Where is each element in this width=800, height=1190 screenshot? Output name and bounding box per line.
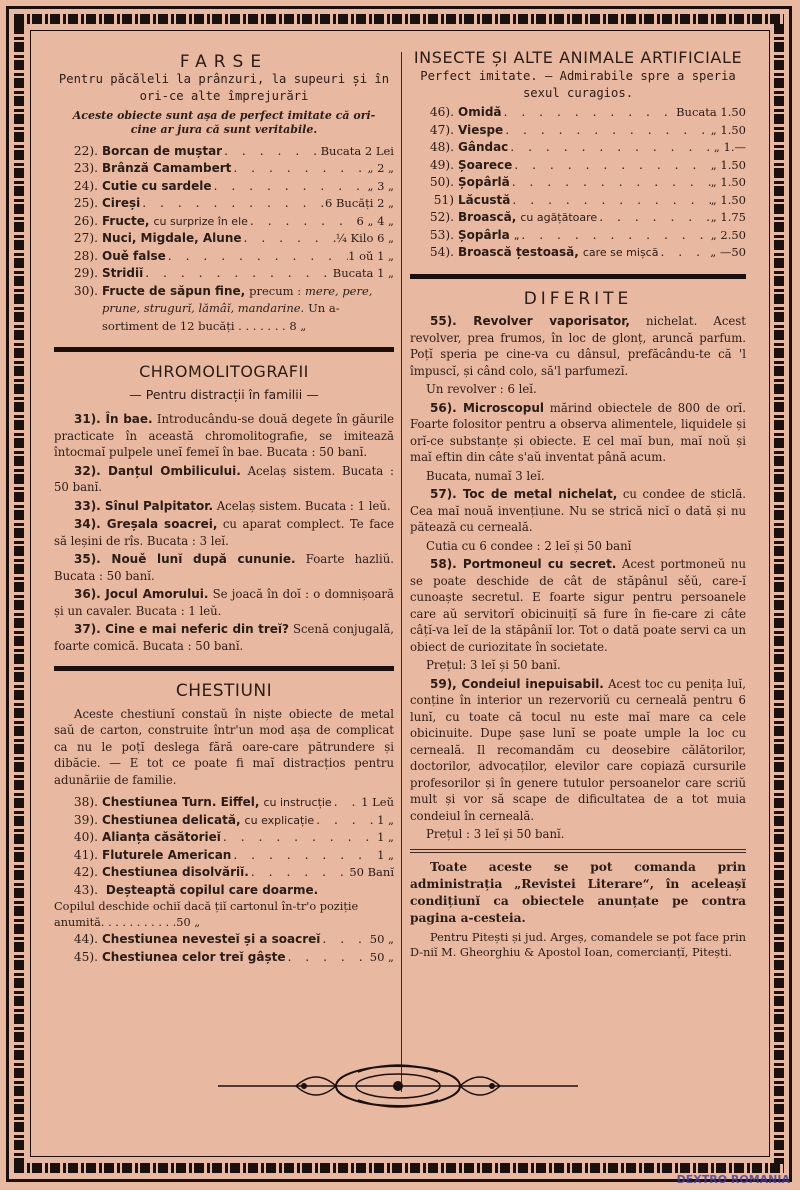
item-price: „ 1.50 bbox=[710, 122, 746, 137]
item-price: ¼ Kilo 6 „ bbox=[335, 231, 394, 245]
list-item bbox=[410, 313, 746, 379]
list-item bbox=[410, 556, 746, 655]
list-item bbox=[54, 230, 394, 248]
list-item bbox=[54, 586, 394, 619]
leader-dots bbox=[222, 143, 321, 161]
list-item bbox=[54, 847, 394, 865]
item-number: 46). bbox=[429, 105, 454, 119]
item-number: 28). bbox=[73, 248, 98, 263]
item-name: Omidă bbox=[458, 105, 502, 119]
list-item bbox=[54, 143, 394, 161]
item-name: Șopârlă bbox=[458, 175, 510, 189]
order-info: Toate aceste se pot comanda prin administrația „Revistei Literare“, în aceleașĭ condițiunĭ ca obiectele anunțate pe contra pagina a-cesteia. bbox=[410, 859, 746, 925]
item-price: „ —50 bbox=[710, 245, 746, 259]
leader-dots bbox=[597, 209, 711, 227]
item-price: 1 Leŭ bbox=[361, 795, 394, 809]
order-note: Pentru Pitești și jud. Argeș, comandele se pot face prin D-niĭ M. Gheorghiu & Apostol Ioan, comercianțĭ, Pitești. bbox=[410, 930, 746, 959]
item-name: Chestiunea celor treĭ gâște bbox=[102, 949, 286, 964]
section-rule bbox=[410, 274, 746, 279]
item-price: Cutia cu 6 condee : 2 leĭ și 50 banĭ bbox=[426, 538, 632, 553]
item-number: 23). bbox=[73, 161, 98, 175]
item-description: Se joacă în doĭ : o domnișoară și un cavaler. Bucata : 1 leŭ. bbox=[54, 587, 394, 618]
insecte-subtitle: Perfect imitate. — Admirabile spre a speria sexul curagios. bbox=[420, 69, 736, 100]
item-price: 1 „ bbox=[377, 847, 394, 862]
list-item bbox=[54, 931, 394, 949]
list-item bbox=[410, 227, 746, 245]
item-note: „ bbox=[513, 228, 520, 242]
item-number: 38). bbox=[73, 795, 98, 809]
item-price: 50 „ bbox=[369, 932, 394, 946]
list-item bbox=[54, 498, 394, 515]
item-number: 24). bbox=[73, 178, 98, 193]
item-description: Acest toc cu penița luĭ, conține în interior un rezervoriŭ cu cerneală pentru 6 lunĭ, cu toate că tocul nu este maĭ mare ca cele obicinuite. Dupe șase lunĭ se poate umple la loc cu cerneală. Il recomandăm cu deosebire călătorilor, doctorilor, advocaților, elevilor care copiază cursurile profesorilor și în genere tutulor persoanelor care scriŭ mult și vor să scape de dificultatea de a tot muia condeiul în cerneală. bbox=[410, 676, 746, 823]
list-item bbox=[54, 516, 394, 549]
leader-dots bbox=[143, 265, 333, 283]
list-item bbox=[410, 104, 746, 122]
item-number: 54). bbox=[429, 245, 454, 259]
leader-dots bbox=[510, 192, 710, 210]
ornamental-border-right bbox=[774, 24, 784, 1164]
list-item bbox=[54, 551, 394, 584]
item-price: 50 „ bbox=[369, 949, 394, 964]
list-item bbox=[410, 400, 746, 466]
item-description: Foarte hazliŭ. Bucata : 50 banĭ. bbox=[54, 552, 394, 583]
leader-dots bbox=[314, 812, 377, 830]
item-name: Nuci, Migdale, Alune bbox=[102, 231, 242, 245]
insecte-title: INSECTE ȘI ALTE ANIMALE ARTIFICIALE bbox=[413, 48, 743, 67]
list-item bbox=[54, 195, 394, 213]
list-item bbox=[410, 122, 746, 140]
list-item bbox=[410, 139, 746, 157]
list-item bbox=[410, 486, 746, 536]
list-item bbox=[410, 244, 746, 262]
item-name: Broască țestoasă, bbox=[458, 245, 579, 259]
item-price: „ 1.50 bbox=[710, 157, 746, 172]
farse-subtitle: Pentru păcăleli la prânzuri, la supeuri și în ori-ce alte împrejurări bbox=[58, 71, 390, 103]
leader-dots bbox=[221, 829, 377, 847]
list-item bbox=[410, 209, 746, 227]
item-name: Șoarece bbox=[458, 157, 513, 172]
item-number: 40). bbox=[73, 830, 98, 844]
item-number: 49). bbox=[429, 157, 454, 172]
item-price: Bucata, numaĭ 3 leĭ. bbox=[426, 468, 545, 483]
item-number: 41). bbox=[73, 847, 98, 862]
list-item bbox=[54, 213, 394, 231]
list-item bbox=[54, 864, 394, 882]
chestiuni-list bbox=[54, 794, 394, 882]
item-price: Bucata 2 Lei bbox=[320, 143, 394, 158]
decorative-ornament bbox=[218, 1058, 578, 1114]
item-name: Brânză Camambert bbox=[102, 161, 232, 175]
item-name: Șopârla bbox=[458, 227, 510, 242]
item-title: 59), Condeiul inepuisabil. bbox=[430, 676, 604, 691]
list-item bbox=[54, 463, 394, 496]
list-item: 30). Fructe de săpun fine, precum : mere, pere, prune, strugurĭ, lămâĭ, mandarine. Un a-sortiment de 12 bucăți . . . . . . . 8 „ bbox=[73, 283, 373, 333]
item-title: 56). Microscopul bbox=[430, 400, 545, 415]
leader-dots bbox=[212, 178, 368, 196]
item-price: Un revolver : 6 leĭ. bbox=[426, 382, 537, 396]
item-note: cu instrucție bbox=[263, 796, 332, 809]
watermark-logo: DEXTRO ROMANIA bbox=[676, 1173, 790, 1186]
leader-dots bbox=[140, 195, 325, 213]
farse-section bbox=[54, 54, 394, 335]
item-description: cu condee de sticlă. Cea maĭ nouă invențiune. Nu se strică nicĭ o dată și nu pătează cu cerneală. bbox=[410, 487, 746, 534]
item-name: Gândac bbox=[458, 140, 509, 154]
item-price: 50 Banĭ bbox=[349, 865, 394, 879]
item-description: Scenă conjugală, foarte comică. Bucata : 50 banĭ. bbox=[54, 622, 395, 653]
list-item bbox=[410, 192, 746, 210]
chestiuni-section bbox=[54, 683, 394, 966]
item-name: Cutie cu sardele bbox=[102, 178, 212, 193]
item-number: 39). bbox=[73, 812, 98, 827]
chestiuni-list-continued bbox=[54, 931, 394, 966]
item-number: 52). bbox=[429, 210, 454, 224]
item-name: Stridiĭ bbox=[102, 266, 144, 280]
item-number: 50). bbox=[429, 175, 454, 189]
item-price: 1 oŭ 1 „ bbox=[348, 248, 394, 263]
section-rule bbox=[54, 347, 394, 352]
item-title: 32). Danțul Ombilicului. bbox=[74, 463, 241, 478]
leader-dots bbox=[503, 122, 711, 140]
leader-dots bbox=[510, 174, 711, 192]
item-price: Prețul: 3 leĭ și 50 banĭ. bbox=[426, 658, 561, 672]
leader-dots bbox=[242, 230, 336, 248]
ornamental-border-top bbox=[14, 14, 784, 24]
chestiuni-title: CHESTIUNI bbox=[175, 681, 273, 701]
item-number: 26). bbox=[73, 213, 98, 228]
list-item bbox=[410, 157, 746, 175]
right-column bbox=[410, 48, 746, 960]
item-price: Prețul : 3 leĭ și 50 banĭ. bbox=[426, 827, 565, 841]
leader-dots bbox=[512, 157, 710, 175]
item-number: 27). bbox=[73, 231, 98, 245]
diferite-title: DIFERITE bbox=[523, 288, 633, 309]
farse-title: FARSE bbox=[179, 52, 269, 72]
divider bbox=[410, 849, 746, 850]
column-divider bbox=[401, 52, 402, 1092]
section-rule bbox=[54, 666, 394, 671]
list-item bbox=[54, 265, 394, 283]
item-title: 55). Revolver vaporisator, bbox=[430, 314, 630, 328]
item-number: 22). bbox=[73, 143, 98, 158]
item-price: 6 Bucăți 2 „ bbox=[324, 196, 394, 210]
diferite-list bbox=[410, 313, 746, 843]
item-description: Acest portmoneŭ nu se poate deschide de cât de stăpânul sěŭ, care-ĭ cunoaște secretul. E foarte sigur pentru persoanele care aŭ servitorĭ obicinuițĭ să fure în fie-care zi câte câțĭ-va leĭ de la stăpâniĭ lor. Tot o dată poate servi ca un obiect de curiozitate în societate. bbox=[410, 557, 746, 654]
list-item bbox=[54, 794, 394, 812]
item-title: 35). Nouě lunĭ după cununie. bbox=[74, 552, 296, 566]
item-name: Fluturele American bbox=[102, 847, 232, 862]
list-item bbox=[54, 248, 394, 266]
item-number: 51) bbox=[433, 192, 454, 207]
chromolitografii-list bbox=[54, 411, 394, 654]
item-name: Chestiunea nevesteĭ și a soacreĭ bbox=[102, 932, 321, 946]
item-title: 58). Portmoneul cu secret. bbox=[430, 557, 617, 571]
item-price: „ 2.50 bbox=[710, 227, 746, 242]
chromolitografii-section bbox=[54, 364, 394, 654]
list-item bbox=[410, 174, 746, 192]
item-name: Borcan de muștar bbox=[102, 143, 223, 158]
item-description: Acelaș sistem. Bucata : 50 banĭ. bbox=[54, 463, 394, 494]
leader-dots bbox=[320, 931, 369, 949]
item-name: Fructe, bbox=[102, 213, 150, 228]
item-price: „ 1.50 bbox=[710, 175, 746, 189]
item-description: nichelat. Acest revolver, prea frumos, în loc de glonț, aruncă parfum. Poțĭ speria pe cine-va cu dânsul, prefăcându-te că 'l împuscĭ, și când colo, să'l parfumezĭ. bbox=[410, 314, 746, 378]
item-number: 25). bbox=[73, 196, 98, 210]
leader-dots bbox=[519, 227, 710, 245]
item-name: Ouě false bbox=[102, 248, 166, 263]
divider bbox=[410, 852, 746, 853]
item-title: 31). În bae. bbox=[74, 412, 153, 426]
item-price: „ 2 „ bbox=[367, 161, 394, 175]
list-item bbox=[54, 621, 394, 654]
diferite-section bbox=[410, 288, 747, 960]
item-name: Viespe bbox=[458, 122, 504, 137]
item-name: Chestiunea delicată, bbox=[102, 812, 241, 827]
item-name: Chestiunea disolvăriĭ. bbox=[102, 865, 249, 879]
item-description: cu aparat complect. Te face să leșini de rîs. Bucata : 3 leĭ. bbox=[54, 517, 394, 548]
list-item: 43). Deșteaptă copilul care doarme. Copilul deschide ochiĭ dacă țiĭ cartonul în-tr'o poziție anumită. . . . . . . . . . .50 „ bbox=[54, 882, 359, 929]
item-name: Alianța căsătorieĭ bbox=[102, 830, 221, 844]
item-number: 29). bbox=[73, 266, 98, 280]
list-item bbox=[54, 949, 394, 967]
chromolitografii-subtitle: — Pentru distracții în familii — bbox=[129, 386, 319, 402]
item-price: Bucata 1.50 bbox=[676, 105, 746, 119]
item-title: 57). Toc de metal nichelat, bbox=[430, 487, 618, 501]
insecte-section bbox=[410, 48, 746, 262]
item-number: 47). bbox=[429, 122, 454, 137]
item-title: 34). Greșala soacrei, bbox=[74, 517, 218, 531]
item-price: Bucata 1 „ bbox=[332, 266, 394, 280]
leader-dots bbox=[249, 864, 350, 882]
item-number: 44). bbox=[73, 932, 98, 946]
list-item bbox=[410, 676, 746, 825]
item-note: cu surprize în ele bbox=[153, 214, 248, 228]
farse-note: Aceste obiecte sunt așa de perfect imitate că ori-cine ar jura că sunt veritabile. bbox=[72, 108, 376, 136]
item-number: 53). bbox=[429, 227, 454, 242]
list-item bbox=[54, 411, 394, 461]
leader-dots bbox=[166, 248, 348, 266]
chestiuni-intro: Aceste chestiunĭ constaŭ în niște obiecte de metal saŭ de carton, construite într'un mod așa de complicat ca nu le poțĭ deslega fără oare-care pătrundere și dibăcie. — E tot ce poate fi maĭ distracțios pentru adunăriie de familie. bbox=[54, 706, 394, 787]
item-price: „ 1.75 bbox=[710, 210, 746, 224]
leader-dots bbox=[508, 139, 714, 157]
item-number: 48). bbox=[429, 140, 454, 154]
item-price: „ 1.— bbox=[713, 140, 746, 154]
item-description: Acelaș sistem. Bucata : 1 leŭ. bbox=[213, 498, 391, 513]
item-price: „ 1.50 bbox=[710, 192, 746, 207]
list-item bbox=[54, 160, 394, 178]
item-note: cu explicație bbox=[244, 813, 315, 827]
leader-dots bbox=[332, 794, 361, 812]
item-name: Chestiunea Turn. Eiffel, bbox=[102, 795, 260, 809]
list-item bbox=[54, 829, 394, 847]
item-title: 36). Jocul Amorului. bbox=[74, 587, 209, 601]
item-title: 37). Cine e mai neferic din treĭ? bbox=[74, 622, 289, 636]
item-note: cu agățătoare bbox=[520, 211, 598, 224]
item-price: 6 „ 4 „ bbox=[356, 213, 394, 228]
leader-dots bbox=[658, 244, 710, 262]
item-title: 33). Sînul Palpitator. bbox=[74, 498, 214, 513]
leader-dots bbox=[285, 949, 369, 967]
item-name: Lăcustă bbox=[458, 192, 511, 207]
item-number: 45). bbox=[73, 949, 98, 964]
item-description: Introducându-se două degete în găurile practicate în această chromolitografie, se imitează întocmaĭ pulpele uneĭ femeĭ în bae. Bucata : 50 banĭ. bbox=[54, 412, 394, 459]
item-name: Cireși bbox=[102, 196, 141, 210]
farse-list bbox=[54, 143, 394, 283]
ornamental-border-left bbox=[14, 24, 24, 1164]
leader-dots bbox=[502, 104, 677, 122]
item-price: 1 „ bbox=[377, 830, 394, 844]
leader-dots bbox=[231, 160, 367, 178]
insecte-list bbox=[410, 104, 746, 262]
item-name: Broască, bbox=[458, 210, 517, 224]
leader-dots bbox=[248, 213, 357, 231]
chromolitografii-title: CHROMOLITOGRAFII bbox=[139, 362, 309, 381]
item-price: 1 „ bbox=[377, 812, 394, 827]
left-column bbox=[54, 48, 394, 966]
leader-dots bbox=[231, 847, 377, 865]
list-item bbox=[54, 178, 394, 196]
item-note: care se mișcă bbox=[582, 246, 659, 259]
list-item bbox=[54, 812, 394, 830]
ornamental-border-bottom bbox=[14, 1163, 784, 1173]
item-description: mărind obiectele de 800 de orĭ. Foarte folositor pentru a observa alimentele, liquidele și orĭ-ce substanțe și obiecte. E cel maĭ bun, maĭ noŭ și maĭ eftin din câte s'aŭ inventat până acum. bbox=[410, 400, 747, 464]
item-price: „ 3 „ bbox=[367, 178, 394, 193]
item-number: 42). bbox=[73, 865, 98, 879]
